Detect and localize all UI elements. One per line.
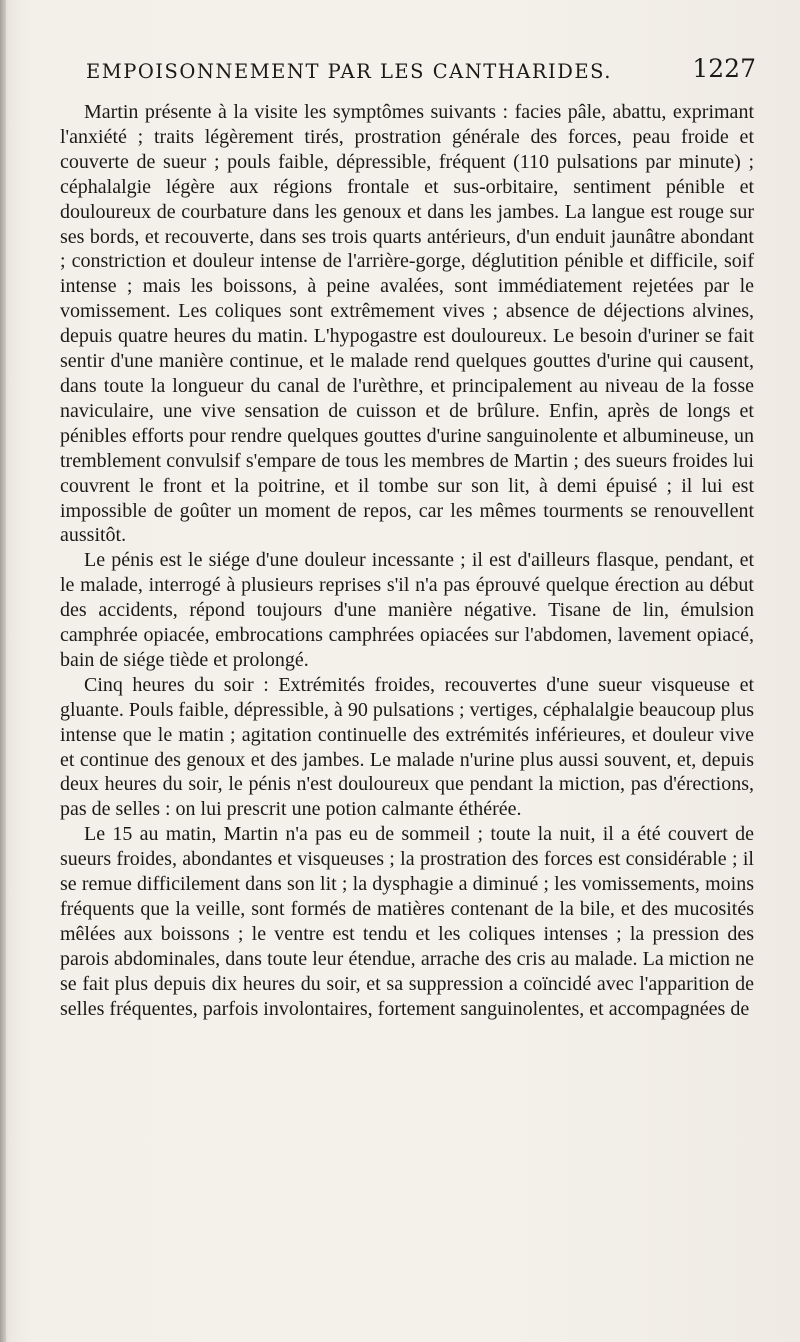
- running-title: EMPOISONNEMENT PAR LES CANTHARIDES.: [86, 60, 612, 83]
- page-binding-edge: [0, 0, 6, 1342]
- page-number: 1227: [692, 54, 756, 83]
- paragraph: Le pénis est le siége d'une douleur incessante ; il est d'ailleurs flasque, pendant, et le malade, interrogé à plusieurs reprises s'il n'a pas éprouvé quelque érection au début des accidents, répond toujours d'une manière négative. Tisane de lin, émulsion camphrée opiacée, embrocations camphrées opiacées sur l'abdomen, lavement opiacé, bain de siége tiède et prolongé.: [60, 549, 754, 671]
- page-header: [86, 48, 756, 88]
- paragraph: Martin présente à la visite les symptômes suivants : facies pâle, abattu, exprimant l'anxiété ; traits légèrement tirés, prostration générale des forces, peau froide et couverte de sueur ; pouls faible, dépressible, fréquent (110 pulsations par minute) ; céphalalgie légère aux régions frontale et sus-orbitaire, sentiment pénible et douloureux de courbature dans les genoux et dans les jambes. La langue est rouge sur ses bords, et recouverte, dans ses trois quarts antérieurs, d'un enduit jaunâtre abondant ; constriction et douleur intense de l'arrière-gorge, déglutition pénible et difficile, soif intense ; mais les boissons, à peine avalées, sont immédiatement rejetées par le vomissement. Les coliques sont extrêmement vives ; absence de déjections alvines, depuis quatre heures du matin. L'hypogastre est douloureux. Le besoin d'uriner se fait sentir d'une manière continue, et le malade rend quelques gouttes d'urine qui causent, dans toute la longueur du canal de l'urèthre, et principalement au niveau de la fosse naviculaire, une vive sensation de cuisson et de brûlure. Enfin, après de longs et pénibles efforts pour rendre quelques gouttes d'urine sanguinolente et albumineuse, un tremblement convulsif s'empare de tous les membres de Martin ; des sueurs froides lui couvrent le front et la poitrine, et il tombe sur son lit, à demi épuisé ; il lui est impossible de goûter un moment de repos, car les mêmes tourments se renouvellent aussitôt.: [60, 101, 754, 547]
- paragraph: Le 15 au matin, Martin n'a pas eu de sommeil ; toute la nuit, il a été couvert de sueurs froides, abondantes et visqueuses ; la prostration des forces est considérable ; il se remue difficilement dans son lit ; la dysphagie a diminué ; les vomissements, moins fréquents que la veille, sont formés de matières contenant de la bile, et des mucosités mêlées aux boissons ; le ventre est tendu et les coliques intenses ; la pression des parois abdominales, dans toute leur étendue, arrache des cris au malade. La miction ne se fait plus depuis dix heures du soir, et sa suppression a coïncidé avec l'apparition de selles fréquentes, parfois involontaires, fortement sanguinolentes, et accompagnées de: [60, 823, 754, 1020]
- paragraph: Cinq heures du soir : Extrémités froides, recouvertes d'une sueur visqueuse et gluante. Pouls faible, dépressible, à 90 pulsations ; vertiges, céphalalgie beaucoup plus intense que le matin ; agitation continuelle des extrémités inférieures, et douleur vive et continue des genoux et des jambes. Le malade n'urine plus aussi souvent, et, depuis deux heures du soir, le pénis n'est douloureux que pendant la miction, pas d'érections, pas de selles : on lui prescrit une potion calmante éthérée.: [60, 673, 754, 821]
- body-text: [60, 100, 754, 1020]
